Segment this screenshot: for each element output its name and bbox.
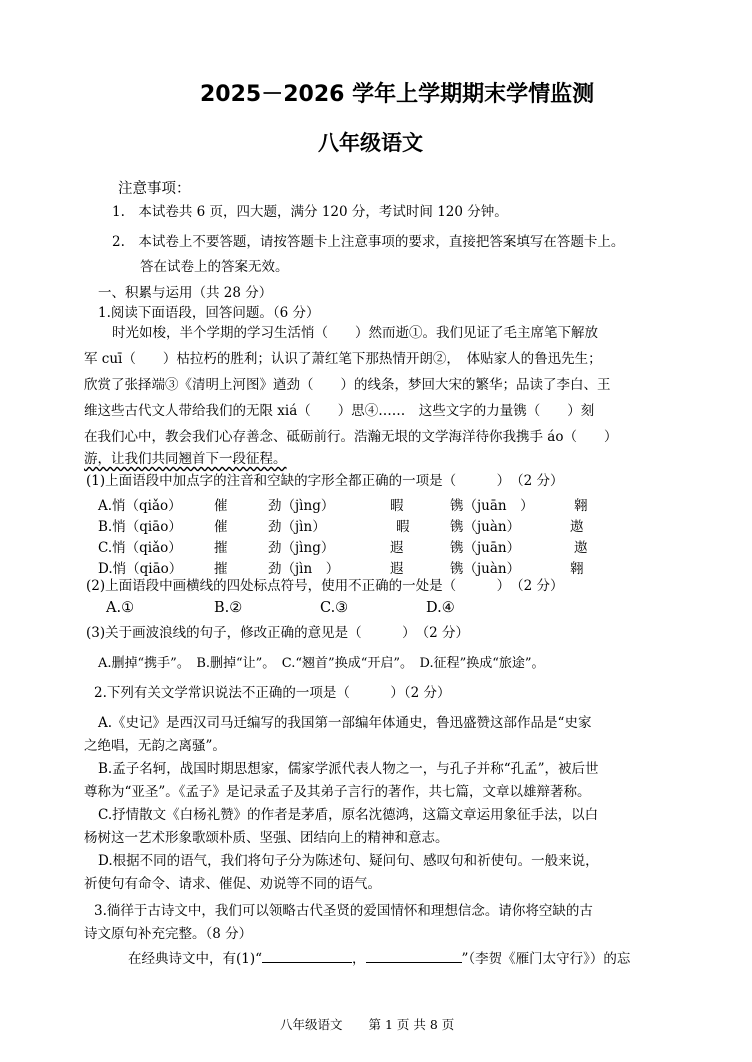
q2-option-line: 杨树这一艺术形象歌颂朴质、坚强、团结向上的精神和意志。 [84,830,449,846]
notice-heading: 注意事项： [118,181,191,197]
option-2a: A.① [106,600,135,616]
q2-option-line: D.根据不同的语气，我们将句子分为陈述句、疑问句、感叹句和祈使句。一般来说， [98,853,599,869]
option-b-col2: 催 [214,519,228,535]
option-a-col3: 劲（jìng） [268,498,335,514]
option-b-col6: 遨 [570,519,584,535]
option-c-col5: 镌（juān） [450,540,521,556]
page-subtitle: 八年级语文 [318,131,423,155]
question-3: 3.徜徉于古诗文中，我们可以领略古代圣贤的爱国情怀和理想信念。请你将空缺的古 [94,903,593,919]
option-2d: D.④ [426,600,455,616]
question-3-cont: 诗文原句补充完整。（8 分） [84,926,253,942]
option-d-col4: 遐 [390,561,404,577]
option-a-col4: 暇 [390,498,404,514]
q3-fill-line [128,948,630,968]
footer-page-number: 第 1 页 共 8 页 [368,1017,455,1032]
option-a-col1: A.悄（qiǎo） [98,498,182,514]
option-b-col3: 劲（jìn） [268,519,326,535]
option-b-col5: 镌（juàn） [450,519,521,535]
passage-line: 时光如梭，半个学期的学习生活悄（ ）然而逝①。我们见证了毛主席笔下解放 [112,325,598,341]
option-a-col6: 翱 [574,498,588,514]
footer-subject: 八年级语文 [280,1017,343,1032]
q2-option-line: 之绝唱，无韵之离骚”。 [84,738,226,754]
sub-question-3: (3)关于画波浪线的句子，修改正确的意见是（ ） （2 分） [86,625,470,641]
question-2: 2.下列有关文学常识说法不正确的一项是（ ）（2 分） [94,685,451,701]
q2-option-line: A.《史记》是西汉司马迁编写的我国第一部编年体通史，鲁迅盛赞这部作品是“史家 [98,715,592,731]
q3-fill-sep: ， [352,951,366,967]
section-heading: 一、积累与运用（共 28 分） [98,285,273,301]
q2-option-line: 尊称为“亚圣”。《孟子》是记录孟子及其弟子言行的著作，共七篇，文章以雄辩著称。 [84,784,591,800]
q2-option-line: 祈使句有命令、请求、催促、劝说等不同的语气。 [84,876,381,892]
option-d-col5: 镌（juàn） [450,561,521,577]
option-b-col4: 暇 [396,519,410,535]
passage-line: 在我们心中，教会我们心存善念、砥砺前行。浩瀚无垠的文学海洋待你我携手 áo（ ） [84,429,618,445]
option-d-col6: 翱 [570,561,584,577]
option-c-col4: 遐 [390,540,404,556]
option-a-col2: 催 [214,498,228,514]
option-2c: C.③ [320,600,349,616]
answer-blank-2[interactable] [366,948,462,963]
page-title: 2025－2026 学年上学期期末学情监测 [200,82,595,107]
passage-line: 欣赏了张择端③《清明上河图》遒劲（ ）的线条，梦回大宋的繁华；品读了李白、王 [84,377,611,393]
option-b-col1: B.悄（qiāo） [98,519,182,535]
notice-item-1: 1. 本试卷共 6 页，四大题，满分 120 分，考试时间 120 分钟。 [112,204,508,220]
sub-question-2: (2)上面语段中画横线的四处标点符号，使用不正确的一处是（ ） （2 分） [86,578,564,594]
passage-line: 维这些古代文人带给我们的无限 xiá（ ）思④…… 这些文字的力量镌（ ）刻 [84,403,595,419]
sub-question-1: (1)上面语段中加点字的注音和空缺的字形全都正确的一项是（ ） （2 分） [86,473,564,489]
notice-item-2-cont: 答在试卷上的答案无效。 [140,259,289,275]
q3-fill-suffix: ”（李贺《雁门太守行》）的忘 [461,951,631,967]
q3-fill-prefix: 在经典诗文中，有(1)“ [128,951,263,967]
passage-line-wavy: 游，让我们共同翘首下一段征程。 [84,451,287,467]
option-c-col2: 摧 [214,540,228,556]
option-c-col3: 劲（jìng） [268,540,335,556]
footer [280,1016,454,1034]
option-d-col2: 摧 [214,561,228,577]
option-d-col1: D.悄（qiāo） [98,561,183,577]
option-d-col3: 劲（jìn ） [268,561,340,577]
passage-line: 军 cuī（ ）枯拉朽的胜利；认识了萧红笔下那热情开朗②， 体贴家人的鲁迅先生； [84,351,602,367]
answer-blank-1[interactable] [262,948,352,963]
option-2b: B.② [214,600,243,616]
sub-question-3-options: A.删掉“携手”。 B.删掉“让”。 C.“翘首”换成“开启”。 D.征程”换成“旅途”。 [98,656,545,671]
q2-option-line: C.抒情散文《白杨礼赞》的作者是茅盾，原名沈德鸿，这篇文章运用象征手法，以白 [98,807,599,823]
q2-option-line: B.孟子名轲，战国时期思想家，儒家学派代表人物之一，与孔子并称“孔孟”，被后世 [98,761,599,777]
question-1-intro: 1.阅读下面语段，回答问题。（6 分） [98,305,320,321]
option-c-col6: 遨 [574,540,588,556]
option-a-col5: 镌（juān ） [450,498,534,514]
notice-item-2: 2. 本试卷上不要答题，请按答题卡上注意事项的要求，直接把答案填写在答题卡上。 [112,234,625,250]
option-c-col1: C.悄（qiǎo） [98,540,182,556]
